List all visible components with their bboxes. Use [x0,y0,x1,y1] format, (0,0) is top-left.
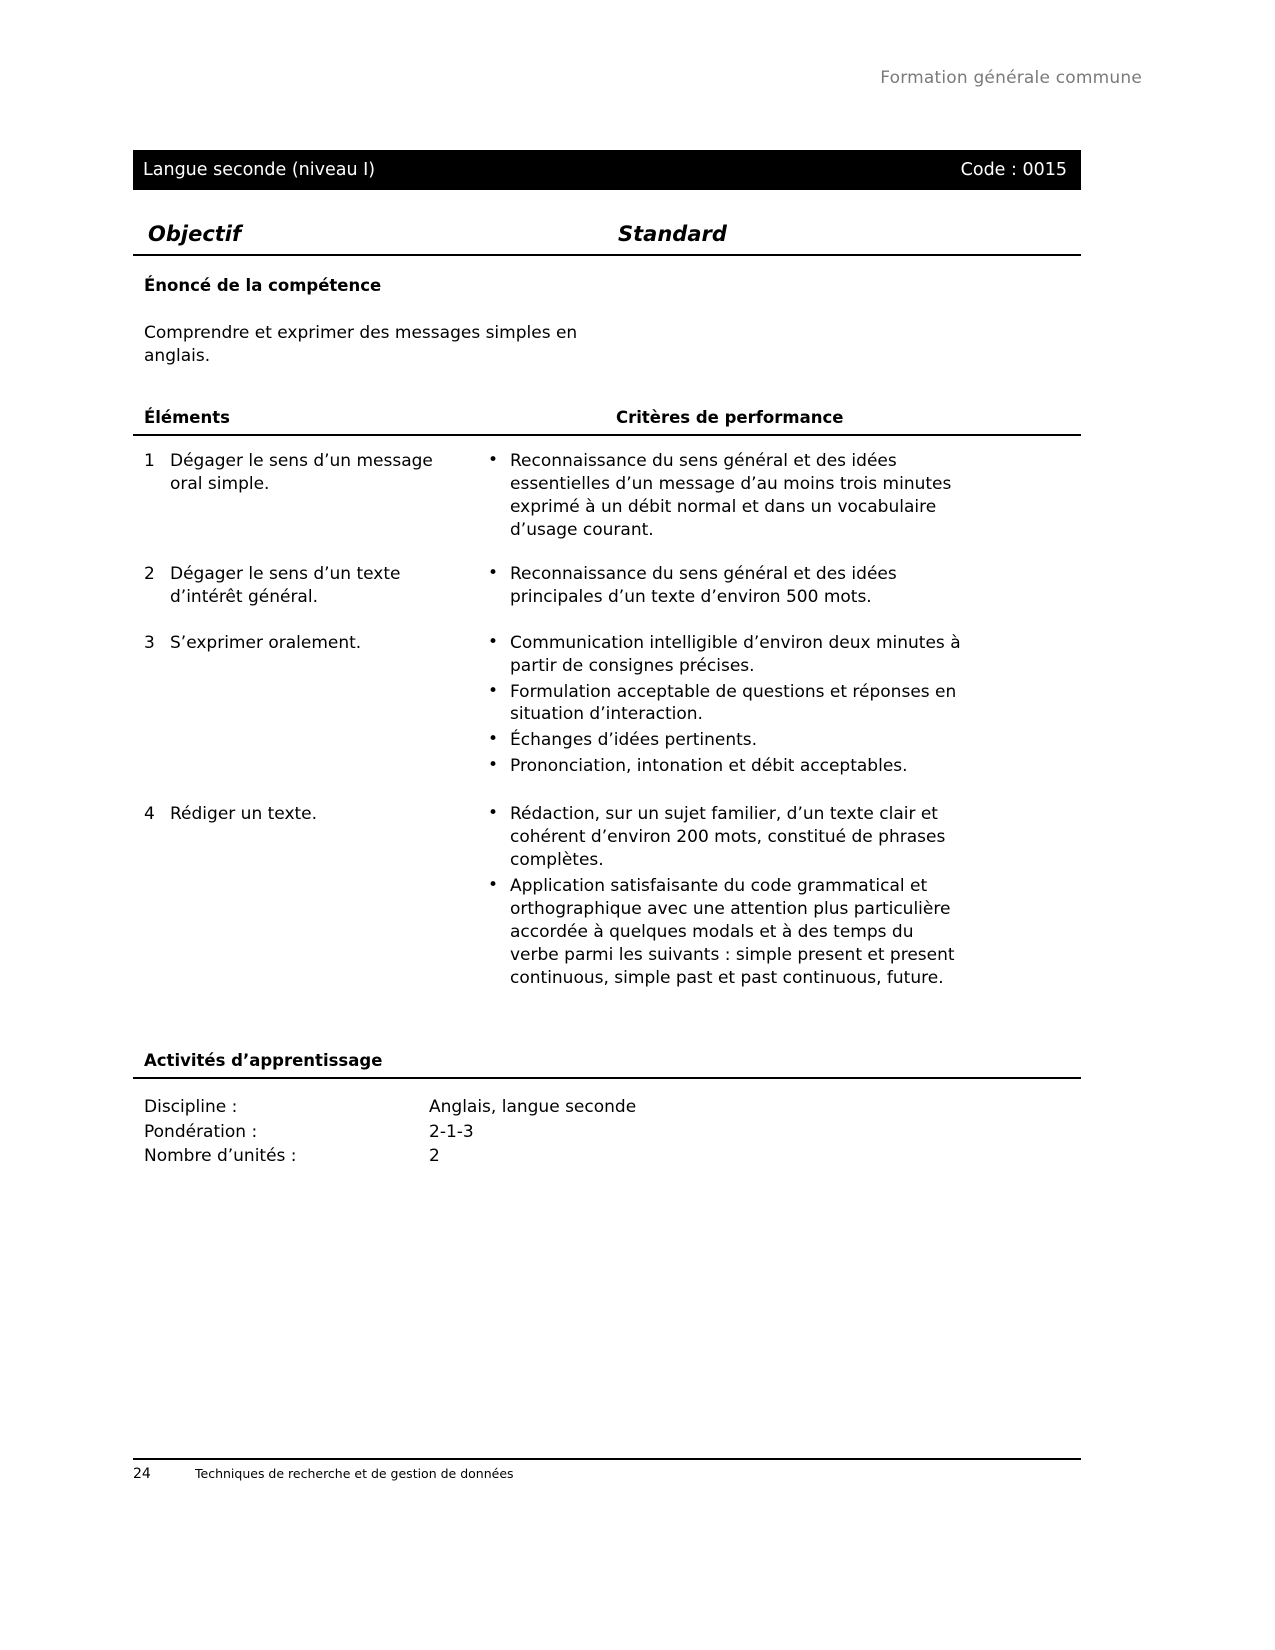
column-heading-objectif: Objectif [148,222,242,246]
elements-criteria-list [0,450,1275,1011]
activity-value: Anglais, langue seconde [429,1097,637,1117]
criteria-list [474,803,1275,990]
element-text: Dégager le sens d’un message oral simple. [170,451,433,494]
competence-statement-text: Comprendre et exprimer des messages simples en anglais. [144,323,578,366]
competency-title: Langue seconde (niveau I) [143,160,376,180]
criteria-cell [470,632,1275,782]
page-footer [133,1466,514,1482]
activity-key: Nombre d’unités : [144,1146,297,1167]
criteria-item: • Reconnaissance du sens général et des idées principales d’un texte d’environ 500 mots. [510,563,965,609]
criteria-list [474,450,1275,542]
element-number: 4 [144,804,155,825]
activity-row [144,1120,636,1145]
element-text: Dégager le sens d’un texte d’intérêt général. [170,563,401,607]
learning-activities-label: Activités d’apprentissage [144,1051,383,1070]
element-cell [0,803,470,993]
table-row [0,632,1275,782]
table-header-criteres: Critères de performance [616,408,844,427]
element-text: S’exprimer oralement. [170,632,362,653]
element-cell [0,632,470,782]
activity-key: Pondération : [144,1121,258,1142]
divider-footer [133,1458,1081,1460]
divider-activities [133,1077,1081,1079]
criteria-item: • Échanges d’idées pertinents. [510,729,965,752]
table-row [0,563,1275,612]
criteria-item: • Reconnaissance du sens général et des idées essentielles d’un message d’au moins trois minutes exprimé à un débit normal et dans un vocabulaire d’usage courant. [510,450,965,542]
page-number: 24 [133,1466,151,1482]
criteria-list [474,632,1275,779]
element-cell [0,450,470,545]
criteria-cell [470,450,1275,545]
criteria-item: • Rédaction, sur un sujet familier, d’un texte clair et cohérent d’environ 200 mots, constitué de phrases complètes. [510,803,965,872]
criteria-item: • Communication intelligible d’environ deux minutes à partir de consignes précises. [510,632,965,678]
activity-key: Discipline : [144,1097,238,1117]
element-text: Rédiger un texte. [170,804,318,825]
table-row [0,803,1275,993]
learning-activities-table [144,1095,636,1169]
footer-text: Techniques de recherche et de gestion de données [195,1466,514,1481]
criteria-item: • Prononciation, intonation et débit acceptables. [510,755,965,778]
divider-top [133,254,1081,256]
activity-row [144,1095,636,1120]
criteria-item: • Formulation acceptable de questions et réponses en situation d’interaction. [510,681,965,727]
criteria-cell [470,563,1275,612]
element-cell [0,563,470,612]
element-number: 1 [144,451,155,471]
activity-value: 2 [429,1146,440,1167]
table-row [0,450,1275,545]
element-number: 3 [144,632,155,653]
criteria-list [474,563,1275,609]
element-number: 2 [144,563,155,584]
activity-value: 2-1-3 [429,1121,474,1142]
competency-code: Code : 0015 [960,160,1067,180]
competence-statement-label: Énoncé de la compétence [144,276,382,295]
competency-title-bar [133,150,1081,190]
page-header-text: Formation générale commune [880,68,1142,88]
column-heading-standard: Standard [618,222,727,246]
divider-table-head [133,434,1081,436]
criteria-item: • Application satisfaisante du code grammatical et orthographique avec une attention plus particulière accordée à quelques modals et à des temps du verbe parmi les suivants : simple present et present continuous, simple past et past continuous, future. [510,875,965,990]
table-header-elements: Éléments [144,408,230,427]
activity-row [144,1144,636,1169]
criteria-cell [470,803,1275,993]
